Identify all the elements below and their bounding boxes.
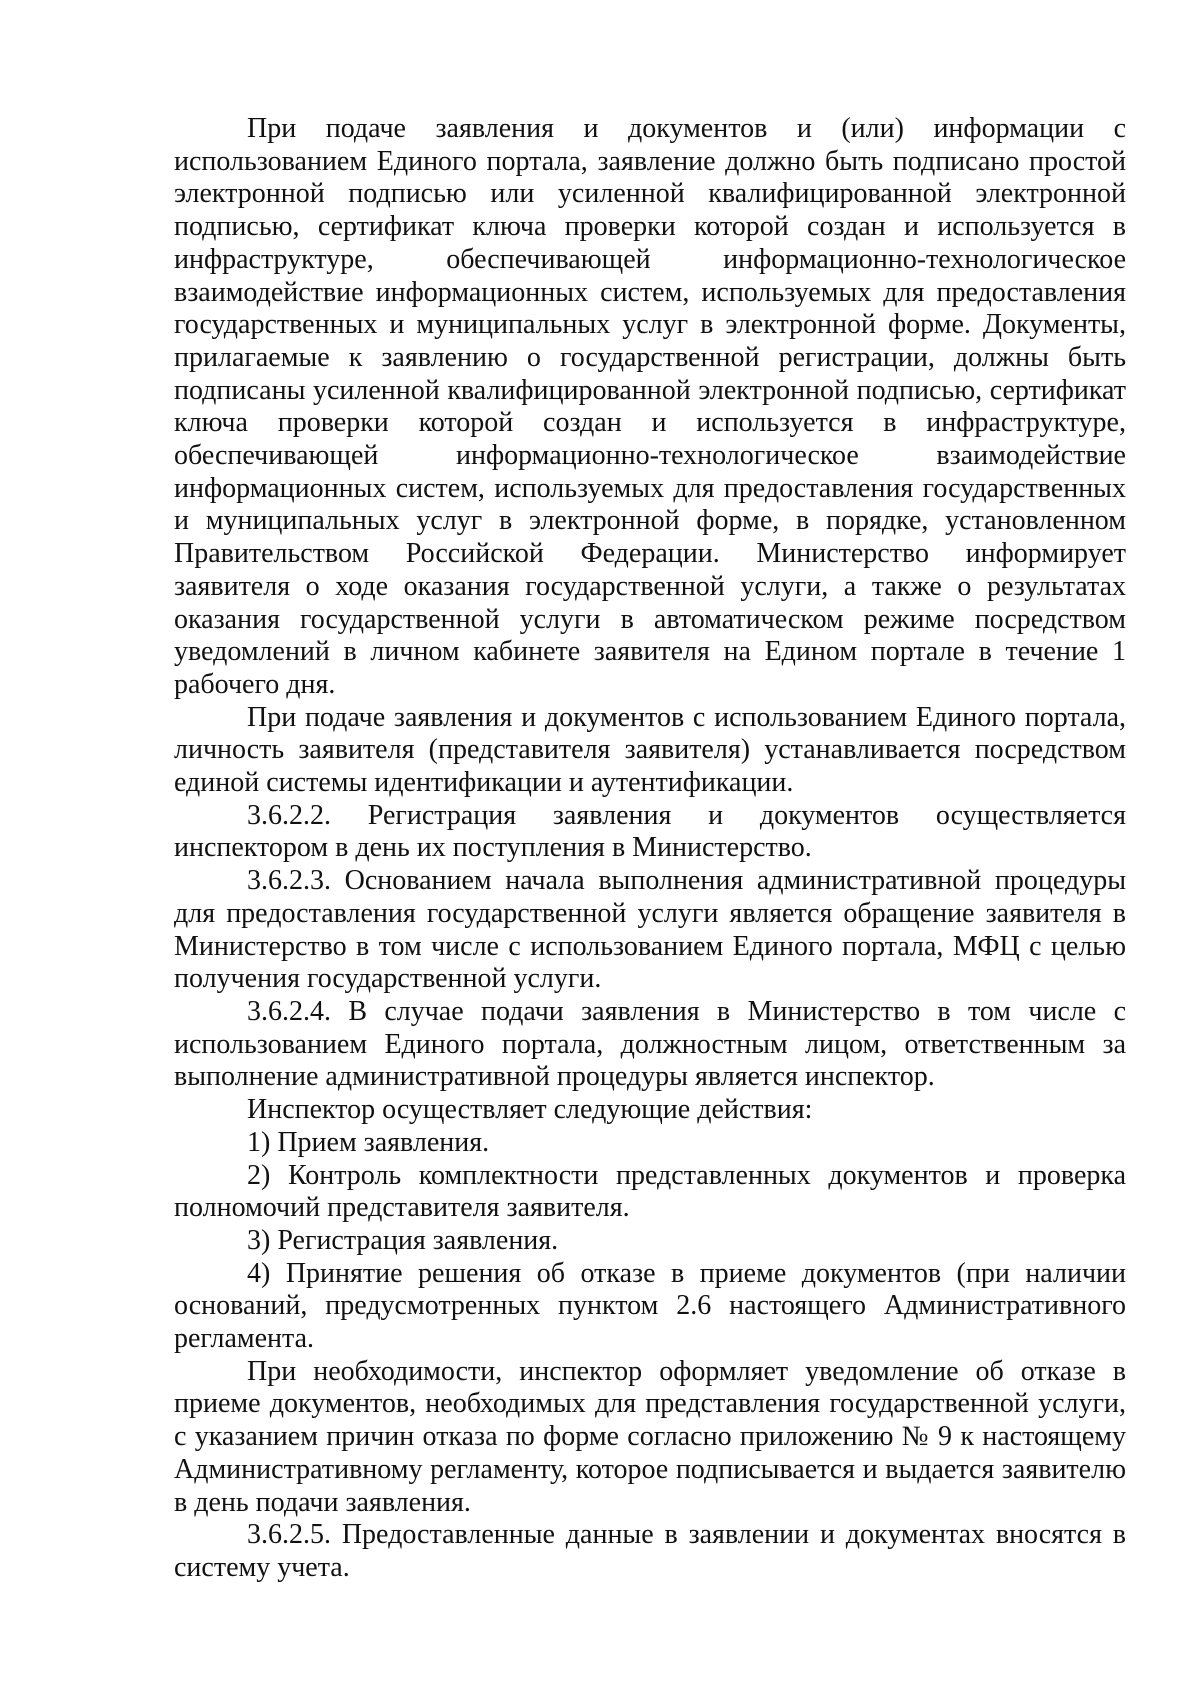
- paragraph-identity-verification: При подаче заявления и документов с использованием Единого портала, личность заявителя (представителя заявителя) устанавливается посредством единой системы идентификации и аутентификации.: [174, 701, 1126, 799]
- list-item-3: 3) Регистрация заявления.: [247, 1224, 559, 1256]
- paragraph-3-6-2-2: 3.6.2.2. Регистрация заявления и документов осуществляется инспектором в день их поступления в Министерство.: [174, 799, 1126, 864]
- list-item-4: 4) Принятие решения об отказе в приеме документов (при наличии оснований, предусмотренных пунктом 2.6 настоящего Административного регламента.: [174, 1257, 1126, 1355]
- paragraph-refusal-notice: При необходимости, инспектор оформляет уведомление об отказе в приеме документов, необходимых для представления государственной услуги, с указанием причин отказа по форме согласно приложению № 9 к настоящему Административному регламенту, которое подписывается и выдается заявителю в день подачи заявления.: [174, 1355, 1126, 1518]
- document-page: [174, 113, 1126, 1585]
- list-item-2: 2) Контроль комплектности представленных документов и проверка полномочий представителя заявителя.: [174, 1159, 1126, 1224]
- list-item-1: 1) Прием заявления.: [247, 1126, 490, 1158]
- paragraph-3-6-2-4: 3.6.2.4. В случае подачи заявления в Министерство в том числе с использованием Единого портала, должностным лицом, ответственным за выполнение административной процедуры является инспектор.: [174, 995, 1126, 1093]
- paragraph-inspector-actions: Инспектор осуществляет следующие действия:: [247, 1094, 813, 1126]
- paragraph-3-6-2-3: 3.6.2.3. Основанием начала выполнения административной процедуры для предоставления государственной услуги является обращение заявителя в Министерство в том числе с использованием Единого портала, МФЦ с целью получения государственной услуги.: [174, 865, 1126, 995]
- paragraph-signature-requirements: При подаче заявления и документов и (или) информации с использованием Единого портала, заявление должно быть подписано простой электронной подписью или усиленной квалифицированной электронной подписью, сертификат ключа проверки которой создан и используется в инфраструктуре, обеспечивающей информационно-технологическое взаимодействие информационных систем, используемых для предоставления государственных и муниципальных услуг в электронной форме. Документы, прилагаемые к заявлению о государственной регистрации, должны быть подписаны усиленной квалифицированной электронной подписью, сертификат ключа проверки которой создан и используется в инфраструктуре, обеспечивающей информационно-технологическое взаимодействие информационных систем, используемых для предоставления государственных и муниципальных услуг в электронной форме, в порядке, установленном Правительством Российской Федерации. Министерство информирует заявителя о ходе оказания государственной услуги, а также о результатах оказания государственной услуги в автоматическом режиме посредством уведомлений в личном кабинете заявителя на Едином портале в течение 1 рабочего дня.: [174, 113, 1126, 700]
- paragraph-3-6-2-5: 3.6.2.5. Предоставленные данные в заявлении и документах вносятся в систему учета.: [174, 1519, 1126, 1583]
